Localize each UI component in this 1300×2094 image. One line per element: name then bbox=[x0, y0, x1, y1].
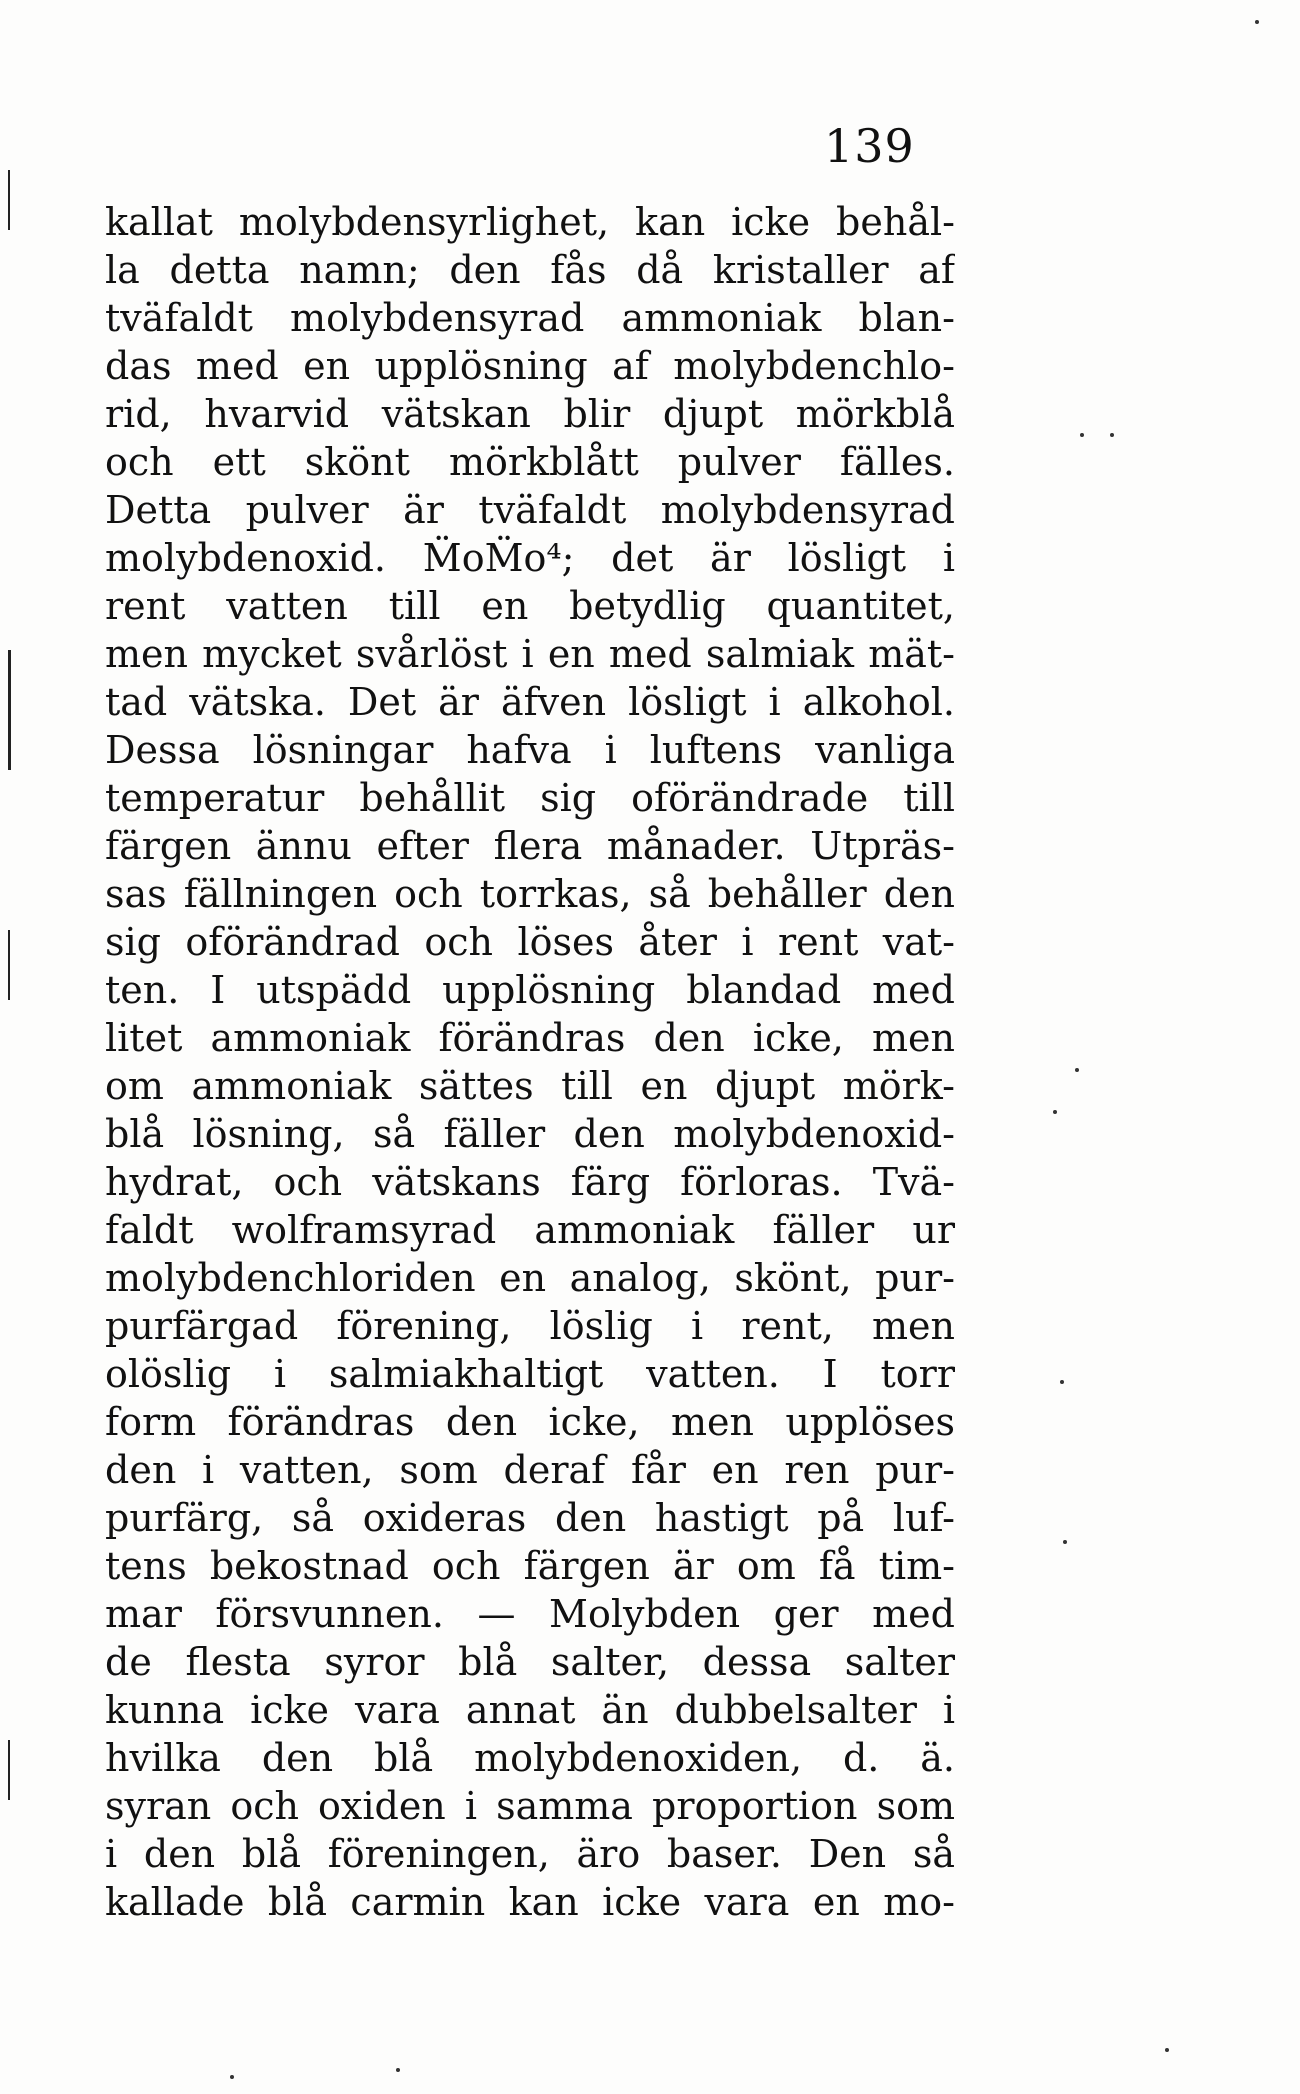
text-line: la detta namn; den fås då kristaller af bbox=[105, 248, 955, 292]
text-line: kunna icke vara annat än dubbelsalter i bbox=[105, 1688, 955, 1732]
text-line: de flesta syror blå salter, dessa salter bbox=[105, 1640, 955, 1684]
text-line: kallat molybdensyrlighet, kan icke behål- bbox=[105, 200, 955, 244]
text-line: syran och oxiden i samma proportion som bbox=[105, 1784, 955, 1828]
text-line: hvilka den blå molybdenoxiden, d. ä. bbox=[105, 1736, 955, 1780]
text-line: ten. I utspädd upplösning blandad med bbox=[105, 968, 955, 1012]
text-line: hydrat, och vätskans färg förloras. Tvä- bbox=[105, 1160, 955, 1204]
dust-speck bbox=[1165, 2048, 1169, 2052]
text-line: om ammoniak sättes till en djupt mörk- bbox=[105, 1064, 955, 1108]
text-line: sas fällningen och torrkas, så behåller den bbox=[105, 872, 955, 916]
text-line: rid, hvarvid vätskan blir djupt mörkblå bbox=[105, 392, 955, 436]
text-line: rent vatten till en betydlig quantitet, bbox=[105, 584, 955, 628]
text-line: purfärgad förening, löslig i rent, men bbox=[105, 1304, 955, 1348]
scan-edge-mark bbox=[8, 1740, 10, 1800]
scan-edge-mark bbox=[8, 170, 10, 230]
text-line: Dessa lösningar hafva i luftens vanliga bbox=[105, 728, 955, 772]
text-line: men mycket svårlöst i en med salmiak mät- bbox=[105, 632, 955, 676]
text-line: den i vatten, som deraf får en ren pur- bbox=[105, 1448, 955, 1492]
text-line: litet ammoniak förändras den icke, men bbox=[105, 1016, 955, 1060]
dust-speck bbox=[1060, 1380, 1064, 1384]
dust-speck bbox=[396, 2068, 400, 2072]
text-line: olöslig i salmiakhaltigt vatten. I torr bbox=[105, 1352, 955, 1396]
text-line: i den blå föreningen, äro baser. Den så bbox=[105, 1832, 955, 1876]
text-line: blå lösning, så fäller den molybdenoxid- bbox=[105, 1112, 955, 1156]
text-line: purfärg, så oxideras den hastigt på luf- bbox=[105, 1496, 955, 1540]
text-line: och ett skönt mörkblått pulver fälles. bbox=[105, 440, 955, 484]
text-line: molybdenchloriden en analog, skönt, pur- bbox=[105, 1256, 955, 1300]
text-line: form förändras den icke, men upplöses bbox=[105, 1400, 955, 1444]
text-line: das med en upplösning af molybdenchlo- bbox=[105, 344, 955, 388]
scan-edge-mark bbox=[8, 930, 10, 1000]
text-line: färgen ännu efter flera månader. Utpräs- bbox=[105, 824, 955, 868]
dust-speck bbox=[1063, 1540, 1067, 1544]
text-line: faldt wolframsyrad ammoniak fäller ur bbox=[105, 1208, 955, 1252]
page-number: 139 bbox=[824, 119, 915, 173]
dust-speck bbox=[1053, 1110, 1057, 1114]
text-line: kallade blå carmin kan icke vara en mo- bbox=[105, 1880, 955, 1924]
dust-speck bbox=[1255, 20, 1259, 24]
text-line: tens bekostnad och färgen är om få tim- bbox=[105, 1544, 955, 1588]
text-line: molybdenoxid. M̈oM̈o⁴; det är lösligt i bbox=[105, 536, 955, 580]
dust-speck bbox=[1110, 433, 1114, 437]
text-line: tväfaldt molybdensyrad ammoniak blan- bbox=[105, 296, 955, 340]
scan-edge-mark bbox=[8, 650, 11, 770]
text-line: tad vätska. Det är äfven lösligt i alkohol. bbox=[105, 680, 955, 724]
dust-speck bbox=[1075, 1068, 1079, 1072]
text-line: temperatur behållit sig oförändrade till bbox=[105, 776, 955, 820]
dust-speck bbox=[230, 2075, 234, 2079]
text-line: sig oförändrad och löses åter i rent vat- bbox=[105, 920, 955, 964]
text-line: mar försvunnen. — Molybden ger med bbox=[105, 1592, 955, 1636]
text-line: Detta pulver är tväfaldt molybdensyrad bbox=[105, 488, 955, 532]
dust-speck bbox=[1080, 433, 1084, 437]
body-text bbox=[105, 198, 955, 1926]
